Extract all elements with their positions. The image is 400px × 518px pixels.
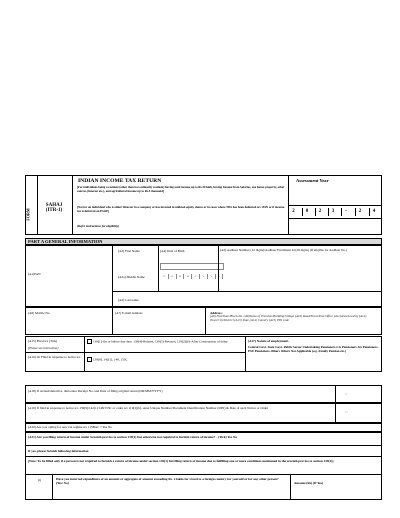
filed-options[interactable] (87, 339, 242, 344)
filed-divider (84, 336, 85, 372)
see-instruction: [Please see instruction] (28, 346, 59, 350)
a20-label[interactable]: (A20) Are you opting for new tax regime u/s 115BAC ? Yes No (28, 425, 113, 429)
row-i-rule (25, 474, 382, 475)
dob-cell: M (184, 274, 192, 279)
eligibility-note: (Refer instructions for eligibility) (77, 224, 120, 228)
filed-options-text: 139(1)-On or before due date, 139(4)-Belated, 139(5)-Revised, 119(2)(b)- After Condonation of delay (93, 339, 228, 344)
dob-cell: D (169, 274, 177, 279)
form-name: SAHAJ (45, 203, 63, 208)
dob-cell: Y (200, 274, 208, 279)
if-yes-label: If yes, please furnish following information (28, 449, 89, 453)
email-divider (112, 307, 113, 335)
a16-options[interactable] (87, 357, 128, 362)
aadhaar-divider (218, 245, 219, 291)
aadhaar-label[interactable]: (A5) Aadhaar Number (12 digits)/Aadhaar Enrolment Id (28 digits) (If eligible for Aadhaar No.) (220, 248, 348, 252)
row-i-question[interactable]: Have you incurred expenditure of an amount or aggregate of amount exceeding Rs. 2 lakhs for travel to a foreign country for yourself or for any other person? (Yes/ No) (56, 477, 279, 485)
first-name-label[interactable]: (A2) First Name (118, 249, 140, 253)
amount-label[interactable]: Amount (Rs) (If Yes) (294, 481, 324, 485)
a16-options-text: 139(9), 142(1), 148, 153C (93, 357, 128, 362)
form-title: INDIAN INCOME TAX RETURN (78, 178, 162, 184)
checkbox[interactable] (87, 357, 92, 362)
a17-label: (A17) Nature of employment- (248, 339, 290, 343)
a21-block (25, 432, 382, 500)
employment-divider (245, 336, 246, 372)
address-divider (205, 307, 206, 335)
form-name-divider (37, 175, 38, 235)
a21-label[interactable]: (A21) Are you filing return of income under Seventh proviso to section 139(1) but otherwise not required to furnish return of income? - (Tick) Yes No (28, 435, 238, 439)
form-label-text: FORM (25, 208, 31, 221)
assessment-year-label: Assessment Year (296, 178, 329, 183)
form-description-2: [Not for an individual who is either Director in a company or has invested in unlisted equity shares or in cases where TDS has been deducted u/s 194N or if income-tax is deferred on ESOP] (77, 205, 286, 213)
assessment-year-boxes (289, 205, 382, 219)
ay-digit-2: 0 (302, 208, 311, 216)
filed-row-rule (25, 352, 245, 353)
a21-note: [Note: To be filled only if a person is not required to furnish a return of income under section 139(1) but filing return of income due to fulfilling one or more conditions mentioned in the seventh proviso to section 139(1)] (28, 459, 334, 463)
a19-label[interactable]: (A19) If filed in response to notice u/s 139(9)/142(1)/148/153C or order u/s 119(2)(b)- enter Unique Number/Document Identification Number (DIN) & Date of such Notice or Order (28, 406, 269, 410)
ay-digit-4: 3 (328, 208, 337, 216)
address-label: Address: (210, 311, 223, 315)
title-divider (72, 175, 73, 235)
ay-digit-7: 4 (369, 208, 378, 216)
last-name-label[interactable]: (A3) Last name (118, 298, 139, 302)
a19-date[interactable]: / / (345, 410, 348, 414)
email-label[interactable]: (A7) E-mail Address (115, 311, 143, 315)
part-a-heading: PART A GENERAL INFORMATION (28, 239, 103, 244)
a18-label[interactable]: (A18) If revised/defective, then enter Receipt No. and Date of filing original return (DD/MM/YYYY) (28, 389, 163, 393)
a17-options[interactable]: Central Govt. State Govt. Public Sector Undertaking Pensioners-CG Pensioners-SG Pensioners-PSU Pensioners-Others Others Not Applicable (e.g. Family Pension etc.) (248, 345, 379, 353)
a16-label: (A16) Or Filed in response to notice u/s (28, 355, 81, 359)
dob-cell: D (161, 274, 169, 279)
dob-input[interactable] (160, 263, 224, 278)
dob-label: (A4) Date of Birth (160, 249, 185, 253)
dob-cell: M (177, 274, 185, 279)
mobile-label[interactable]: (A6) Mobile No. (28, 311, 51, 315)
address-fields[interactable]: (A8) Flat/Door/Block No. (A9)Name of Premises/Building/Village (A10) Road/Street/Post Office (A11)Area/Locality (A12) Town/City/District (A13) State (A14) Country (A15) PIN code (210, 314, 367, 322)
amount-divider (290, 474, 291, 500)
middle-name-label[interactable]: (A2a) Middle Name (118, 275, 145, 279)
dob-cell: Y (208, 274, 216, 279)
ay-digit-3: 2 (315, 208, 324, 216)
ay-digit-5: - (341, 208, 350, 216)
ay-digit-1: 2 (292, 209, 295, 214)
form-label (26, 200, 34, 230)
a18-date[interactable]: / / (345, 392, 348, 396)
dob-cell: Y (216, 274, 224, 279)
row-i-divider (52, 474, 53, 500)
a21-rule (25, 445, 382, 446)
form-description-1: [For individuals being a resident (other than not ordinarily resident) having total income up to Rs.50 lakh, having Income from Salaries, one house property, other sources (Interest etc.), and agricultural income up to Rs.5 thousand] (77, 185, 285, 193)
dob-divider (158, 245, 159, 291)
part-a-heading-bar (25, 238, 382, 245)
ay-digit-6: 2 (355, 208, 364, 216)
checkbox[interactable] (87, 339, 92, 344)
filed-us-label: (A15) Filed u/s (Tick) (28, 339, 58, 343)
row-i-number: (i) (38, 478, 42, 482)
pan-divider (112, 245, 113, 307)
a18-date-divider (335, 385, 336, 403)
form-code: (ITR-1) (45, 208, 63, 213)
pan-label[interactable]: (A1)PAN (28, 272, 41, 276)
form-name-block (39, 203, 69, 213)
if-yes-rule (25, 456, 382, 457)
a19-date-divider (335, 403, 336, 423)
last-name-rule (112, 291, 382, 292)
a18-row (25, 385, 382, 403)
dob-cell: Y (192, 274, 200, 279)
